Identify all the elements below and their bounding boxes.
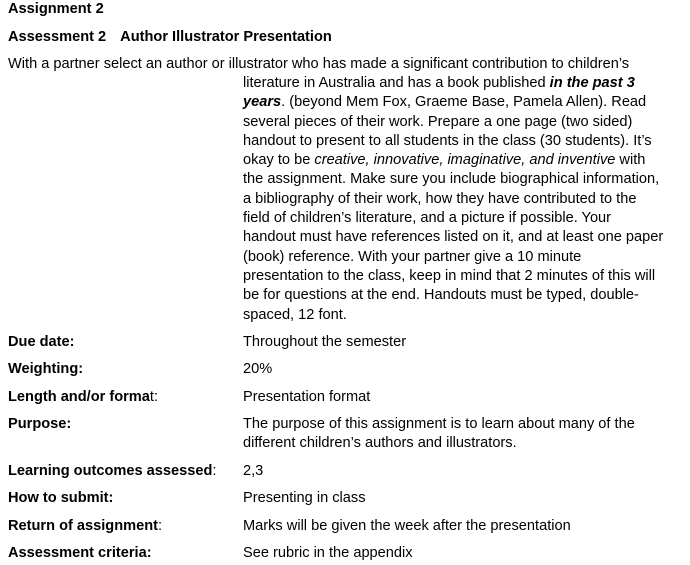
- purpose-label: Purpose:: [8, 416, 72, 432]
- intro-line: several pieces of their work. Prepare a one page (two sided): [243, 113, 633, 130]
- intro-line: presentation to the class, keep in mind that 2 minutes of this will: [243, 267, 656, 284]
- intro-first-line: With a partner select an author or illustrator who has made a significant contribution to children’s: [8, 56, 630, 72]
- intro-line: a bibliography of their work, how they have contributed to the: [243, 190, 637, 207]
- emphasis-text: years: [243, 94, 282, 111]
- intro-line: years. (beyond Mem Fox, Graeme Base, Pamela Allen). Read: [243, 94, 647, 111]
- weighting-label: Weighting:: [8, 361, 84, 377]
- how-to-submit-label: How to submit:: [8, 490, 114, 506]
- intro-line: be for questions at the end. Handouts must be typed, double-: [243, 287, 639, 304]
- weighting-value: 20%: [243, 361, 273, 377]
- learning-outcomes-label: Learning outcomes assessed:: [8, 463, 217, 479]
- assessment-name: Author Illustrator Presentation: [120, 29, 332, 45]
- assessment-heading: [8, 28, 332, 47]
- due-date-value: Throughout the semester: [243, 334, 407, 350]
- intro-line: okay to be creative, innovative, imaginative, and inventive with: [243, 152, 646, 169]
- return-of-assignment-value: Marks will be given the week after the presentation: [243, 518, 571, 534]
- assessment-number: Assessment 2: [8, 29, 107, 45]
- emphasis-text: creative, innovative, imaginative, and inventive: [314, 152, 616, 169]
- learning-outcomes-value: 2,3: [243, 463, 264, 479]
- intro-line: spaced, 12 font.: [243, 306, 347, 323]
- due-date-label: Due date:: [8, 334, 75, 350]
- return-of-assignment-label: Return of assignment:: [8, 518, 163, 534]
- page-title: Assignment 2: [8, 1, 104, 17]
- purpose-value: The purpose of this assignment is to learn about many of the different children’s authors and illustrators.: [243, 416, 635, 452]
- assessment-criteria-label: Assessment criteria:: [8, 545, 152, 561]
- emphasis-text: in the past 3: [549, 75, 635, 91]
- intro-line: handout to present to all students in the class (30 students). It’s: [243, 132, 652, 149]
- assessment-criteria-value: See rubric in the appendix: [243, 545, 413, 561]
- length-format-label: Length and/or format:: [8, 389, 158, 405]
- intro-line: field of children’s literature, and a picture if possible. Your: [243, 210, 612, 227]
- intro-paragraph: [243, 74, 688, 325]
- intro-line: handout must have references listed on it, and at least one paper: [243, 229, 664, 246]
- intro-line: the assignment. Make sure you include biographical information,: [243, 171, 660, 188]
- how-to-submit-value: Presenting in class: [243, 490, 366, 506]
- intro-line: literature in Australia and has a book published in the past 3: [243, 75, 635, 91]
- length-format-value: Presentation format: [243, 389, 371, 405]
- intro-line: (book) reference. With your partner give a 10 minute: [243, 248, 582, 265]
